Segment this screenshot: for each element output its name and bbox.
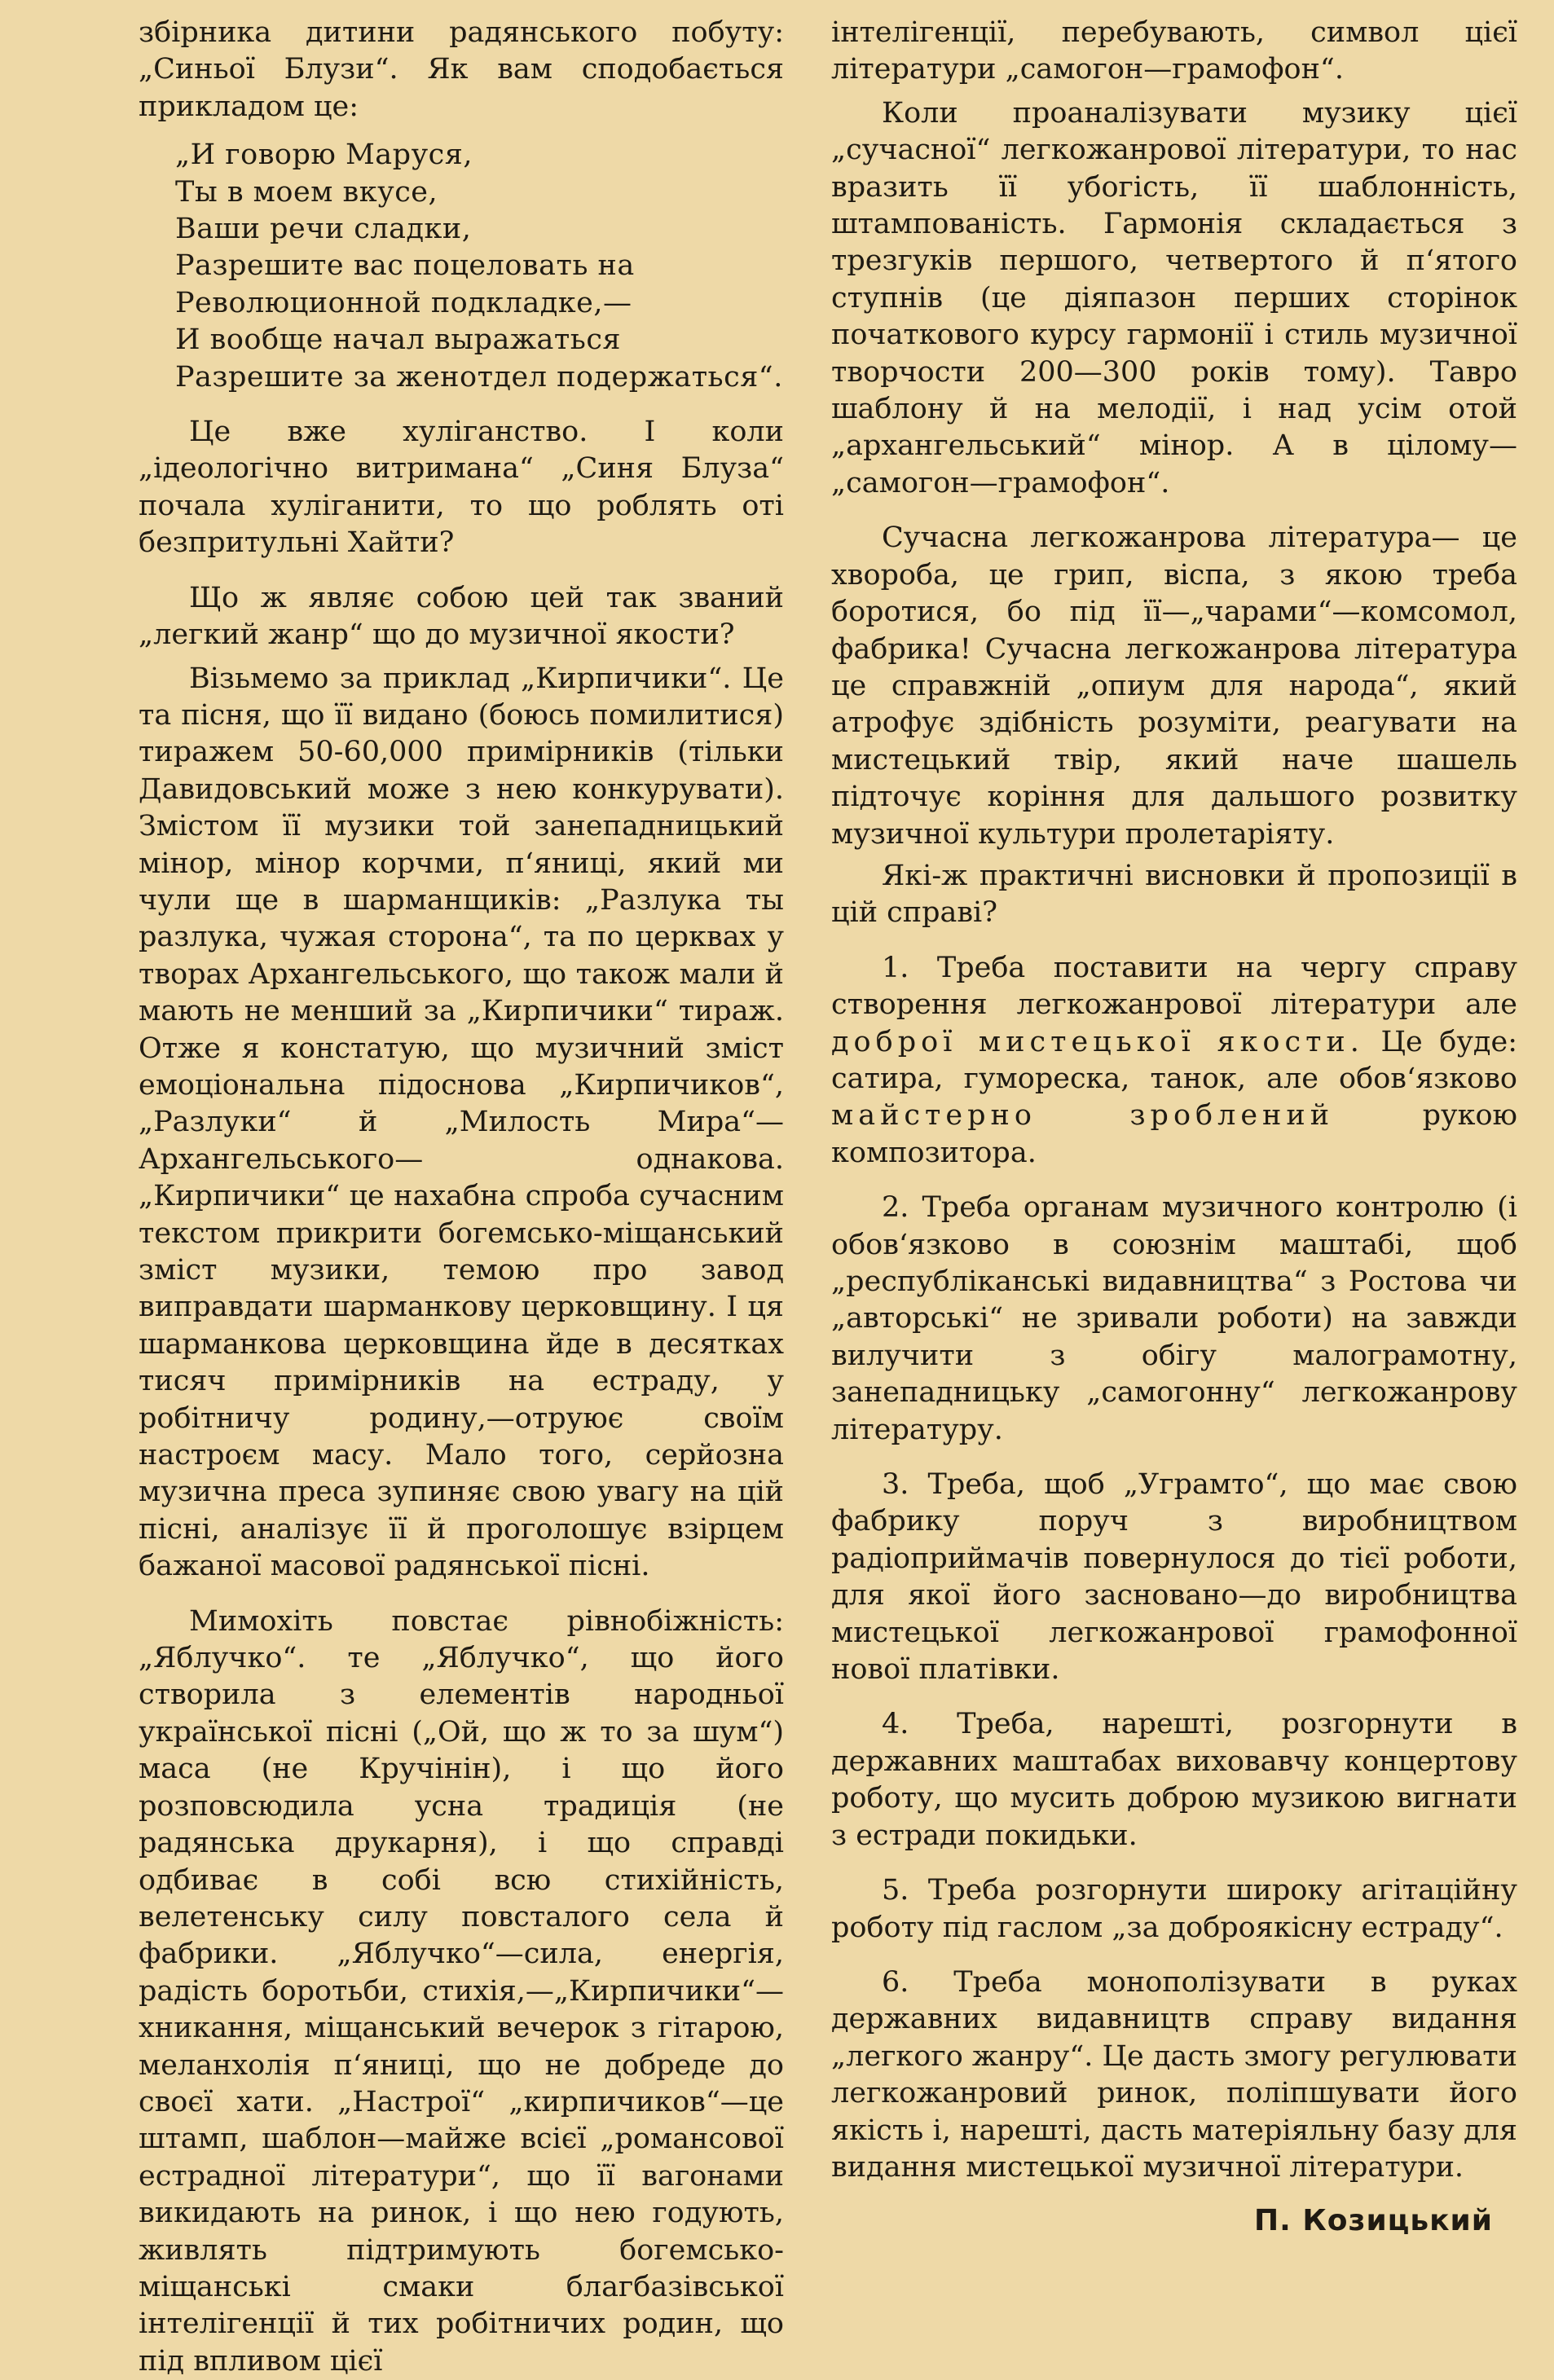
proposal-item-1-text-c: рукою композитора. bbox=[831, 1099, 1518, 1169]
proposal-item-1-text-b: Це буде: сатира, гумореска, танок, але обов‘язково bbox=[831, 1025, 1517, 1095]
proposal-item-6: 6. Треба монополізувати в руках державних видавництв справу видання „легкого жанру“. Це дасть змогу регулювати легкожанровий ринок, поліпшувати його якість і, нарешті, дасть матеріяльну базу для видання мистецької музичної літератури. bbox=[831, 1965, 1517, 2184]
poem-quote bbox=[175, 137, 784, 396]
left-column bbox=[139, 15, 784, 2380]
poem-line: Ваши речи сладки, bbox=[175, 213, 472, 246]
proposal-item-1-text-a: 1. Треба поставити на чергу справу створення легкожанрової літератури але bbox=[831, 951, 1517, 1022]
poem-line: „И говорю Маруся, bbox=[175, 139, 473, 172]
proposal-item-1 bbox=[831, 950, 1517, 1172]
conclusions-paragraph: Які-ж практичні висновки й пропозиції в цій справі? bbox=[831, 859, 1517, 930]
poem-line: Ты в моем вкусе, bbox=[175, 175, 438, 209]
continued-paragraph: інтелігенції, перебувають, символ цієї літератури „самогон—грамофон“. bbox=[831, 16, 1517, 86]
intro-paragraph: збірника дитини радянського побуту: „Синьої Блузи“. Як вам сподобається прикладом це: bbox=[139, 16, 784, 123]
music-analysis-paragraph: Коли проаналізувати музику цієї „сучасної“ легкожанрової літератури, то нас вразить її убогість, її шаблонність, штампованість. Гармонія складається з трезгуків першого, четвертого й п‘ятого ступнів (це діяпазон перших сторінок початкового курсу гармонії і стиль музичної творчости 200—300 років тому). Тавро шаблону й на мелодії, і над усім отой „архангельський“ мінор. А в цілому—„самогон—грамофон“. bbox=[831, 96, 1517, 499]
author-signature: П. Козицький bbox=[1254, 2204, 1493, 2238]
proposal-item-1-spaced-emphasis-2: майстерно зроблений bbox=[831, 1099, 1335, 1133]
kirpichiki-paragraph: Візьмемо за приклад „Кирпичики“. Це та пісня, що її видано (боюсь помилитися) тиражем 50-60,000 примірників (тільки Давидовський може з нею конкурувати). Змістом її музики той занепадницький мінор, мінор корчми, п‘яниці, який ми чули ще в шарманщиків: „Разлука ты разлука, чужая сторона“, та по церквах у творах Архангельського, що також мали й мають не менший за „Кирпичики“ тираж. Отже я констатую, що музичний зміст емоціональна підоснова „Кирпичиков“, „Разлуки“ й „Милость Мира“— Архангельського— однакова. „Кирпичики“ це нахабна спроба сучасним текстом прикрити богемсько-міщанський зміст музики, темою про завод виправдати шарманкову церковщину. І ця шарманкова церковщина йде в десятках тисяч примірників на естраду, у робітничу родину,—отруює своїм настроєм масу. Мало того, серйозна музична преса зупиняє свою увагу на цій пісні, аналізує її й проголошує взірцем бажаної масової радянської пісні. bbox=[139, 662, 784, 1583]
proposal-item-1-spaced-emphasis: доброї мистецької якости. bbox=[831, 1025, 1364, 1058]
proposal-item-2: 2. Треба органам музичного контролю (і обов‘язково в союзнім маштабі, щоб „республіканські видавництва“ з Ростова чи „авторські“ не зривали роботи) на завжди вилучити з обігу малограмотну, занепадницьку „самогонну“ легкожанрову літературу. bbox=[831, 1191, 1517, 1446]
right-column bbox=[831, 15, 1517, 2240]
disease-paragraph: Сучасна легкожанрова література— це хвороба, це грип, віспа, з якою треба боротися, бо під її—„чарами“—комсомол, фабрика! Сучасна легкожанрова література це справжній „опиум для народа“, який атрофує здібність розуміти, реагувати на мистецький твір, який наче шашель підточує коріння для дальшого розвитку музичної культури пролетаріяту. bbox=[831, 521, 1517, 851]
poem-line: Разрешите вас поцеловать на bbox=[175, 249, 635, 283]
light-genre-question-paragraph: Що ж являє собою цей так званий „легкий жанр“ що до музичної якости? bbox=[139, 581, 784, 652]
poem-line: Разрешите за женотдел подержаться“. bbox=[175, 360, 783, 394]
proposal-item-3: 3. Треба, щоб „Уграмто“, що має свою фабрику поруч з виробництвом радіоприймачів повернулося до тієї роботи, для якої його засновано—до виробництва мистецької легкожанрової грамофонної нової платівки. bbox=[831, 1468, 1517, 1687]
proposal-item-4: 4. Треба, нарешті, розгорнути в державних маштабах виховавчу концертову роботу, що мусить доброю музикою вигнати з естради покидьки. bbox=[831, 1708, 1517, 1852]
poem-line: И вообще начал выражаться bbox=[175, 323, 622, 357]
proposal-item-5: 5. Треба розгорнути широку агітаційну роботу під гаслом „за доброякісну естраду“. bbox=[831, 1874, 1517, 1944]
poem-line: Революционной подкладке,— bbox=[175, 286, 632, 319]
hooliganism-paragraph: Це вже хуліганство. І коли „ідеологічно витримана“ „Синя Блуза“ почала хуліганити, то що роблять оті безпритульні Хайти? bbox=[139, 416, 784, 560]
yablochko-paragraph: Мимохіть повстає рівнобіжність: „Яблучко“. те „Яблучко“, що його створила з елементів народньої української пісні („Ой, що ж то за шум“) маса (не Кручінін), і що його розповсюдила усна традиція (не радянська друкарня), і що справді одбиває в собі всю стихійність, велетенську силу повсталого села й фабрики. „Яблучко“—сила, енергія, радість боротьби, стихія,—„Кирпичики“— хникання, міщанський вечерок з гітарою, меланхолія п‘яниці, що не добреде до своєї хати. „Настрої“ „кирпичиков“—це штамп, шаблон—майже всієї „романсової естрадної літератури“, що її вагонами викидають на ринок, і що нею годують, живлять підтримують богемсько-міщанські смаки благбазівської інтелігенції й тих робітничих родин, що під впливом цієї bbox=[139, 1604, 784, 2378]
